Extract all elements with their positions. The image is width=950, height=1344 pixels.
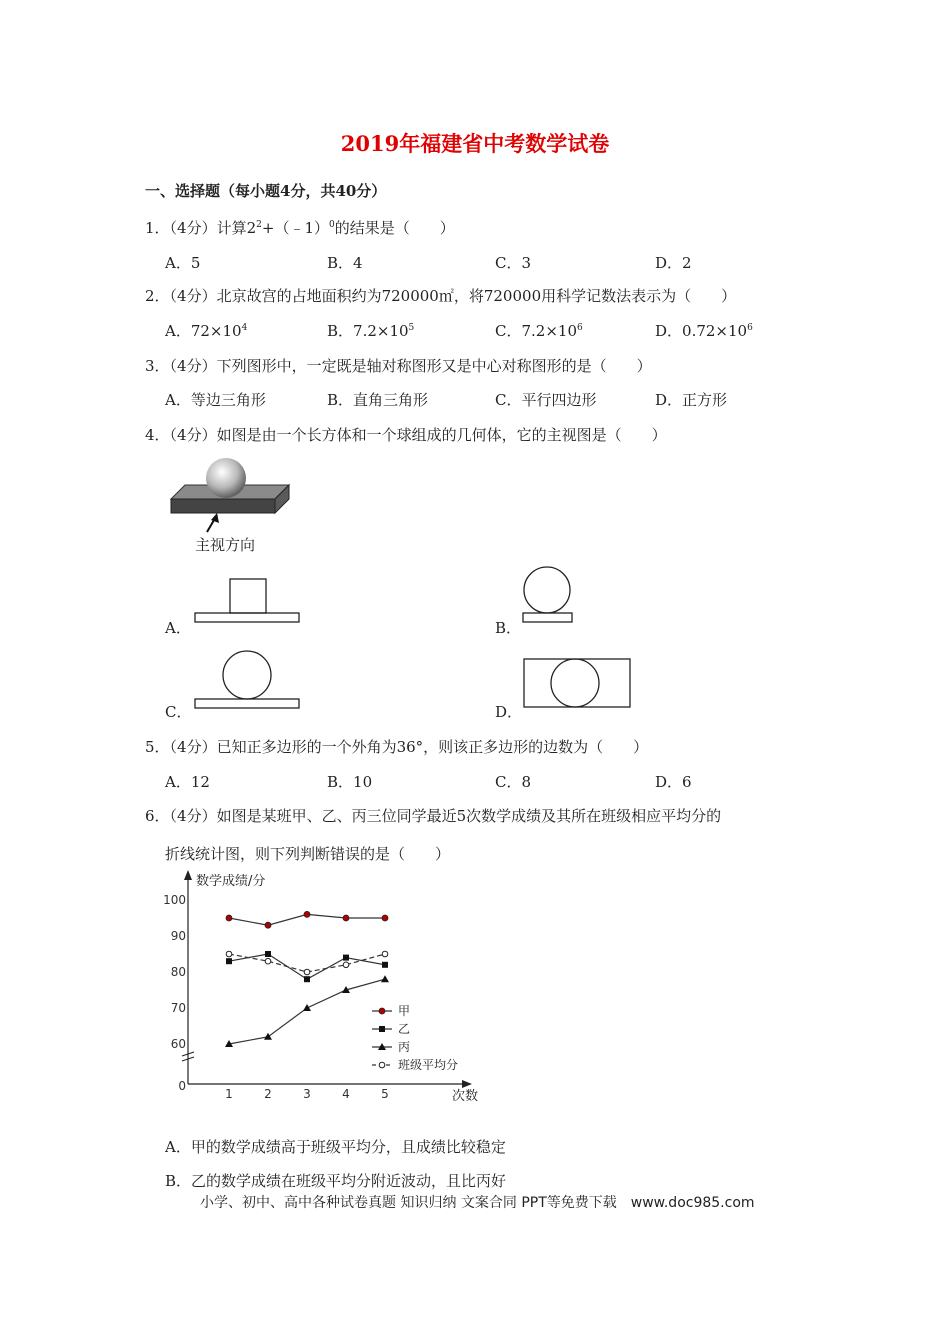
x-tick-label: 5 [381, 1087, 389, 1101]
q1-mid: +（﹣1） [261, 219, 329, 237]
question-6-line-1: 6．（4分）如图是某班甲、乙、丙三位同学最近5次数学成绩及其所在班级相应平均分的 [145, 807, 722, 825]
y-tick-label: 0 [178, 1079, 186, 1093]
data-point-series-2 [226, 958, 232, 964]
q1-suffix: 的结果是（ ） [334, 219, 455, 237]
circle-shape [551, 659, 599, 707]
data-point-series-4 [265, 958, 271, 964]
data-point-series-4 [382, 951, 388, 957]
x-axis-title: 次数 [452, 1089, 479, 1104]
sphere [206, 458, 246, 498]
data-point-series-2 [304, 976, 310, 982]
data-point-series-2 [343, 955, 349, 961]
data-point-series-2 [265, 951, 271, 957]
legend-marker [379, 1026, 385, 1032]
q1-exponent-1: 2 [256, 220, 262, 230]
data-point-series-1 [265, 922, 271, 928]
q2-option-d-exp: 6 [747, 323, 753, 333]
q4-option-d: D． [495, 703, 523, 721]
q5-option-c: C．8 [495, 773, 532, 791]
q2-option-d-base: D．0.72×10 [655, 322, 748, 340]
box-front-face [171, 499, 275, 513]
q4-solid-figure [165, 452, 295, 557]
legend-marker [379, 1062, 385, 1068]
outer-rectangle [524, 659, 630, 707]
x-tick-label: 4 [342, 1087, 350, 1101]
q1-exponent-2: 0 [329, 220, 335, 230]
data-point-series-2 [382, 962, 388, 968]
page-title: 2019年福建省中考数学试卷 [340, 131, 610, 156]
question-3: 3．（4分）下列图形中，一定既是轴对称图形又是中心对称图形的是（ ） [145, 357, 652, 375]
q4-option-a-figure [194, 578, 304, 626]
question-5: 5．（4分）已知正多边形的一个外角为36°，则该正多边形的边数为（ ） [145, 738, 649, 756]
y-tick-label: 80 [170, 965, 186, 979]
q5-option-a: A．12 [165, 773, 210, 791]
q1-option-b: B．4 [327, 254, 363, 272]
q5-option-b: B．10 [327, 773, 373, 791]
data-point-series-1 [304, 911, 310, 917]
q4-option-c-figure [194, 650, 304, 710]
data-point-series-3 [381, 975, 389, 982]
y-axis-arrow [184, 870, 192, 880]
q1-prefix: 1．（4分）计算2 [145, 219, 257, 237]
series-line-3 [229, 979, 385, 1044]
q4-option-c: C． [165, 703, 192, 721]
q2-option-c-base: C．7.2×10 [495, 322, 577, 340]
y-tick-label: 70 [170, 1001, 186, 1015]
q2-option-d [655, 320, 753, 341]
data-point-series-4 [304, 969, 310, 975]
q2-option-b [327, 320, 414, 341]
legend-label: 甲 [398, 1004, 411, 1018]
q1-option-d: D．2 [655, 254, 692, 272]
data-point-series-1 [343, 915, 349, 921]
q3-option-d: D．正方形 [655, 391, 728, 409]
data-point-series-3 [303, 1004, 311, 1011]
base-rectangle [523, 613, 572, 622]
q2-option-b-exp: 5 [408, 323, 415, 333]
question-1 [145, 217, 455, 238]
q6-option-a: A．甲的数学成绩高于班级平均分，且成绩比较稳定 [165, 1138, 506, 1156]
circle-shape [223, 651, 271, 699]
y-tick-label: 100 [163, 893, 186, 907]
data-point-series-1 [382, 915, 388, 921]
legend-label: 乙 [398, 1022, 411, 1036]
legend-marker [379, 1008, 385, 1014]
q4-option-b-figure [522, 566, 574, 626]
data-point-series-3 [264, 1033, 272, 1040]
q1-option-a: A．5 [165, 254, 201, 272]
question-2: 2．（4分）北京故宫的占地面积约为720000㎡，将720000用科学记数法表示为（ ） [145, 287, 737, 305]
q4-option-d-figure [523, 658, 633, 710]
section-heading: 一、选择题（每小题4分，共40分） [145, 182, 387, 200]
page-footer: 小学、初中、高中各种试卷真题 知识归纳 文案合同 PPT等免费下载 www.doc985.com [200, 1195, 755, 1211]
data-point-series-4 [226, 951, 232, 957]
q2-option-a-base: A．72×10 [165, 322, 242, 340]
base-rectangle [195, 613, 299, 622]
y-tick-label: 90 [170, 929, 186, 943]
q2-option-c-exp: 6 [577, 323, 583, 333]
legend-label: 班级平均分 [398, 1058, 459, 1072]
legend-label: 丙 [398, 1040, 411, 1054]
y-axis-title: 数学成绩/分 [196, 874, 266, 889]
x-axis-arrow [462, 1080, 472, 1088]
question-4: 4．（4分）如图是由一个长方体和一个球组成的几何体，它的主视图是（ ） [145, 426, 667, 444]
data-point-series-1 [226, 915, 232, 921]
q4-option-b: B． [495, 619, 522, 637]
q3-option-b: B．直角三角形 [327, 391, 429, 409]
base-rectangle [195, 699, 299, 708]
q2-option-c [495, 320, 583, 341]
series-line-2 [229, 954, 385, 979]
y-tick-label: 60 [170, 1037, 186, 1051]
square-shape [230, 579, 266, 613]
x-tick-label: 2 [264, 1087, 272, 1101]
circle-shape [524, 567, 570, 613]
q3-option-c: C．平行四边形 [495, 391, 597, 409]
x-tick-label: 1 [225, 1087, 233, 1101]
q5-option-d: D．6 [655, 773, 692, 791]
q6-option-b: B．乙的数学成绩在班级平均分附近波动，且比丙好 [165, 1172, 507, 1190]
view-direction-label: 主视方向 [195, 536, 256, 554]
q2-option-a-exp: 4 [241, 323, 248, 333]
q2-option-a [165, 320, 247, 341]
question-6-line-2: 折线统计图，则下列判断错误的是（ ） [165, 845, 451, 863]
q4-option-a: A． [165, 619, 191, 637]
x-tick-label: 3 [303, 1087, 311, 1101]
score-line-chart [163, 868, 488, 1108]
q2-option-b-base: B．7.2×10 [327, 322, 409, 340]
q1-option-c: C．3 [495, 254, 532, 272]
q3-option-a: A．等边三角形 [165, 391, 266, 409]
data-point-series-4 [343, 962, 349, 968]
